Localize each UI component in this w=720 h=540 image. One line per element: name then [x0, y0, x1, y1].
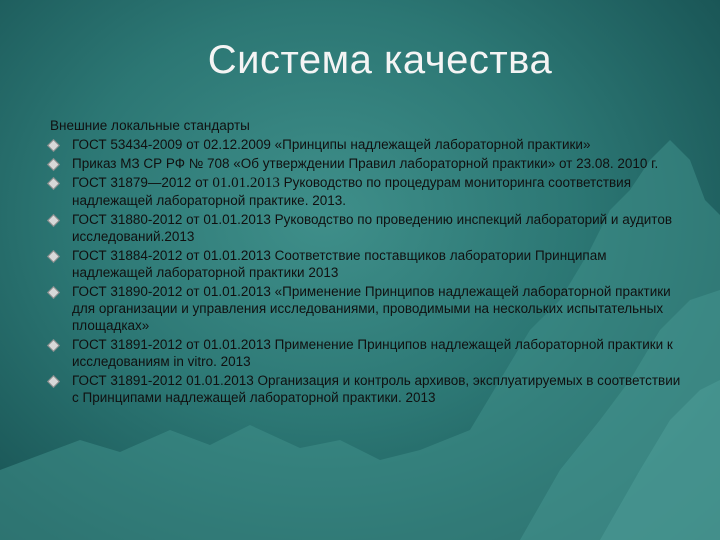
diamond-bullet-icon: [47, 375, 60, 388]
list-item: [48, 136, 688, 153]
list-item-text: ГОСТ 31880-2012 от 01.01.2013 Руководство по проведению инспекций лабораторий и аудитов исследований.2013: [72, 212, 672, 244]
section-subtitle: Внешние локальные стандарты: [50, 118, 250, 133]
diamond-bullet-icon: [47, 139, 60, 152]
list-item-text: Приказ МЗ СР РФ № 708 «Об утверждении Правил лабораторной практики» от 23.08. 2010 г.: [72, 156, 659, 171]
diamond-bullet-icon: [47, 339, 60, 352]
list-item-date: 01.01.2013: [212, 175, 280, 191]
list-item-text-post: Руководство по процедурам мониторинга соответствия надлежащей лабораторной практике. 2013.: [72, 175, 632, 208]
diamond-bullet-icon: [47, 250, 60, 263]
slide-title: Система качества: [207, 38, 553, 82]
list-item: [48, 336, 688, 370]
list-item: [48, 372, 688, 406]
list-item-text: ГОСТ 31891-2012 от 01.01.2013 Применение Принципов надлежащей лабораторной практики к исследованиям in vitro. 2013: [72, 337, 673, 369]
list-item-text-pre: ГОСТ 31879—2012 от: [72, 175, 213, 190]
list-item-text: [72, 175, 631, 208]
list-item-text: ГОСТ 31884-2012 от 01.01.2013 Соответствие поставщиков лаборатории Принципам надлежащей лабораторной практики 2013: [72, 248, 607, 280]
diamond-bullet-icon: [47, 214, 60, 227]
content-block: [48, 117, 688, 408]
list-item-text: ГОСТ 53434-2009 от 02.12.2009 «Принципы надлежащей лабораторной практики»: [72, 137, 591, 152]
list-item-text: ГОСТ 31891-2012 01.01.2013 Организация и контроль архивов, эксплуатируемых в соответствии с Принципами надлежащей лабораторной практики. 2013: [72, 373, 681, 405]
diamond-bullet-icon: [47, 177, 60, 190]
list-item: [48, 283, 688, 334]
list-item: [48, 247, 688, 281]
list-item: [48, 211, 688, 245]
list-item: [48, 155, 688, 172]
diamond-bullet-icon: [47, 158, 60, 171]
standards-list: [48, 136, 688, 406]
list-item-text: ГОСТ 31890-2012 от 01.01.2013 «Применение Принципов надлежащей лабораторной практики для организации и управления исследованиями, проводимыми на нескольких испытательных площадках»: [72, 284, 671, 333]
diamond-bullet-icon: [47, 286, 60, 299]
list-item: [48, 174, 688, 209]
